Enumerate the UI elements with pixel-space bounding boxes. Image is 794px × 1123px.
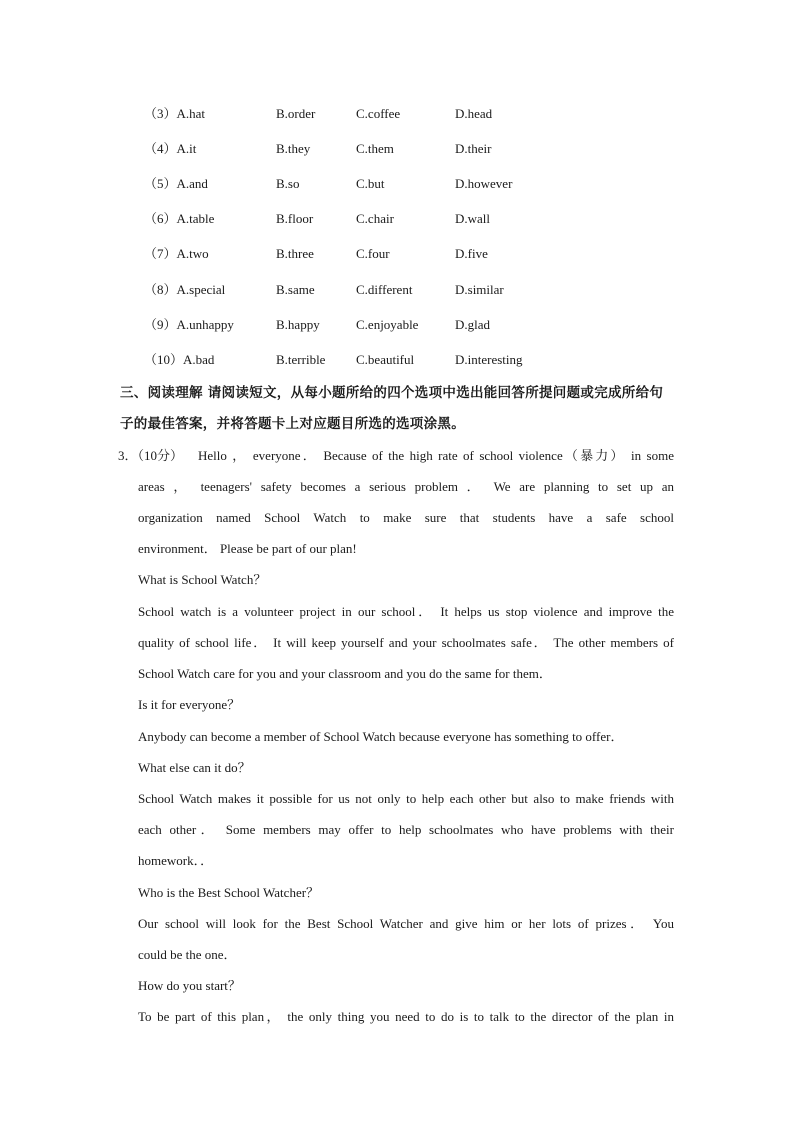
option-a: （7）A.two <box>144 246 209 261</box>
option-a: （5）A.and <box>144 176 208 191</box>
subheading: Is it for everyone？ <box>138 697 241 712</box>
option-b: B.so <box>276 176 300 191</box>
passage-line: School watch is a volunteer project in our school． It helps us stop violence and improve the <box>138 604 674 619</box>
passage-line: each other． Some members may offer to help schoolmates who have problems with their <box>138 822 674 837</box>
option-c: C.but <box>356 176 385 191</box>
option-b: B.happy <box>276 317 320 332</box>
option-a: （8）A.special <box>144 282 226 297</box>
passage-line: To be part of this plan， the only thing you need to do is to talk to the director of the plan in <box>138 1009 674 1024</box>
option-c: C.four <box>356 246 390 261</box>
option-c: C.different <box>356 282 413 297</box>
passage-line: Hello ， everyone． Because of the high rate of school violence（暴力） in some <box>198 448 674 463</box>
question-number: 3．（10分） <box>118 448 184 463</box>
passage-line: Our school will look for the Best School Watcher and give him or her lots of prizes． You <box>138 916 674 931</box>
option-c: C.beautiful <box>356 352 415 367</box>
option-d: D.similar <box>455 282 504 297</box>
option-d: D.head <box>455 106 493 121</box>
passage-line: School Watch makes it possible for us not only to help each other but also to make friends with <box>138 791 674 806</box>
option-b: B.floor <box>276 211 314 226</box>
subheading: What else can it do？ <box>138 760 251 775</box>
option-b: B.they <box>276 141 311 156</box>
option-a: （4）A.it <box>144 141 197 156</box>
option-a: （3）A.hat <box>144 106 206 121</box>
passage-line: could be the one． <box>138 947 237 962</box>
passage-line: organization named School Watch to make sure that students have a safe school <box>138 510 674 525</box>
passage-line: environment． Please be part of our plan! <box>138 541 357 556</box>
option-d: D.five <box>455 246 488 261</box>
passage-line: homework．． <box>138 853 214 868</box>
option-d: D.however <box>455 176 513 191</box>
subheading: Who is the Best School Watcher？ <box>138 885 320 900</box>
option-c: C.coffee <box>356 106 401 121</box>
passage-line: quality of school life． It will keep yourself and your schoolmates safe． The other members of <box>138 635 674 650</box>
option-d: D.glad <box>455 317 491 332</box>
option-d: D.wall <box>455 211 491 226</box>
section-heading: 三、阅读理解 请阅读短文，从每小题所给的四个选项中选出能回答所提问题或完成所给句子的最佳答案，并将答题卡上对应题目所选的选项涂黑。 <box>120 385 664 432</box>
option-c: C.chair <box>356 211 394 226</box>
option-b: B.order <box>276 106 316 121</box>
subheading: What is School Watch？ <box>138 572 267 587</box>
passage-line: School Watch care for you and your classroom and you do the same for them． <box>138 666 552 681</box>
passage-line: areas ， teenagers' safety becomes a serious problem ． We are planning to set up an <box>138 479 674 494</box>
option-a: （6）A.table <box>144 211 215 226</box>
option-b: B.three <box>276 246 314 261</box>
subheading: How do you start？ <box>138 978 241 993</box>
option-d: D.interesting <box>455 352 523 367</box>
option-a: （10）A.bad <box>144 352 215 367</box>
option-d: D.their <box>455 141 492 156</box>
passage-line: Anybody can become a member of School Watch because everyone has something to offer． <box>138 729 624 744</box>
option-c: C.enjoyable <box>356 317 419 332</box>
option-c: C.them <box>356 141 394 156</box>
option-b: B.same <box>276 282 315 297</box>
option-a: （9）A.unhappy <box>144 317 234 332</box>
option-b: B.terrible <box>276 352 326 367</box>
